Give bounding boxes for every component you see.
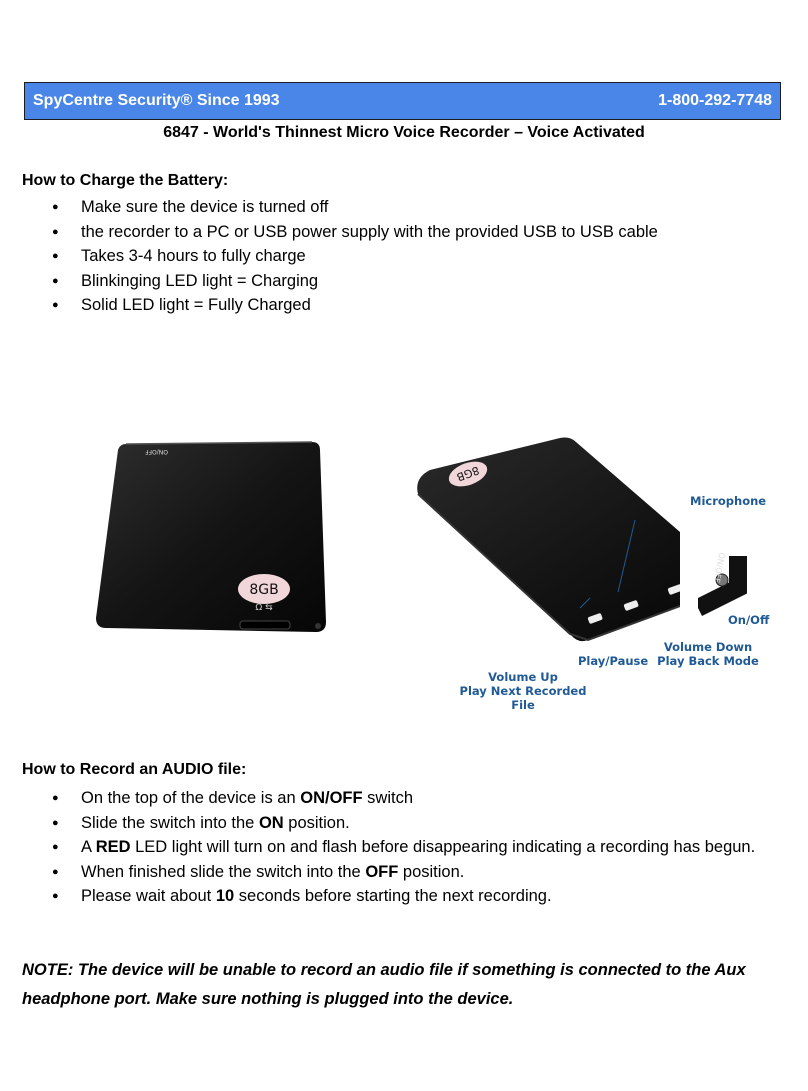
recorder-photo-top <box>90 436 340 646</box>
device-edge <box>698 548 758 618</box>
list-item: ● A RED LED light will turn on and flash before disappearing indicating a recording has begun. <box>22 835 782 860</box>
list-item: ● On the top of the device is an ON/OFF switch <box>22 786 782 811</box>
callout-microphone: Microphone <box>690 494 767 508</box>
header-bar <box>24 82 781 120</box>
list-item: ● Please wait about 10 seconds before starting the next recording. <box>22 884 782 909</box>
list-item: ● the recorder to a PC or USB power supply with the provided USB to USB cable <box>22 220 782 245</box>
capacity-label: 8GB <box>249 582 279 598</box>
list-item: ● Slide the switch into the ON position. <box>22 811 782 836</box>
callout-volume-down-line2: Play Back Mode <box>657 654 759 668</box>
callout-on-off: On/Off <box>728 613 770 627</box>
charge-list <box>22 195 782 318</box>
callout-volume-up-line1: Volume Up <box>488 670 558 684</box>
note: NOTE: The device will be unable to record an audio file if something is connected to the Aux headphone port. Make sure nothing is plugged into the device. <box>22 961 746 1008</box>
callout-volume-up-line2: Play Next Recorded File <box>459 684 587 712</box>
switch-label: ON/OFF <box>145 448 168 455</box>
callout-volume-up <box>446 670 600 712</box>
record-heading: How to Record an AUDIO file: <box>22 761 247 778</box>
svg-text:Ω ⇆: Ω ⇆ <box>255 603 273 613</box>
company-name: SpyCentre Security® Since 1993 <box>33 92 280 109</box>
list-item: ● Solid LED light = Fully Charged <box>22 293 782 318</box>
record-list <box>22 786 782 909</box>
capacity-label: 8GB <box>454 463 481 484</box>
switch-label: ON/OFF <box>712 551 727 584</box>
callout-play-pause: Play/Pause <box>578 654 649 668</box>
list-item: ● Takes 3-4 hours to fully charge <box>22 244 782 269</box>
list-item: ● Make sure the device is turned off <box>22 195 782 220</box>
list-item: ● Blinkinging LED light = Charging <box>22 269 782 294</box>
callout-volume-down-line1: Volume Down <box>663 640 753 654</box>
charge-heading: How to Charge the Battery: <box>22 172 229 189</box>
callout-lines <box>570 500 670 620</box>
callout-volume-down <box>655 640 761 668</box>
document-title: 6847 - World's Thinnest Micro Voice Recorder – Voice Activated <box>163 124 645 141</box>
phone-number: 1-800-292-7748 <box>658 92 772 109</box>
list-item: ● When finished slide the switch into the OFF position. <box>22 860 782 885</box>
